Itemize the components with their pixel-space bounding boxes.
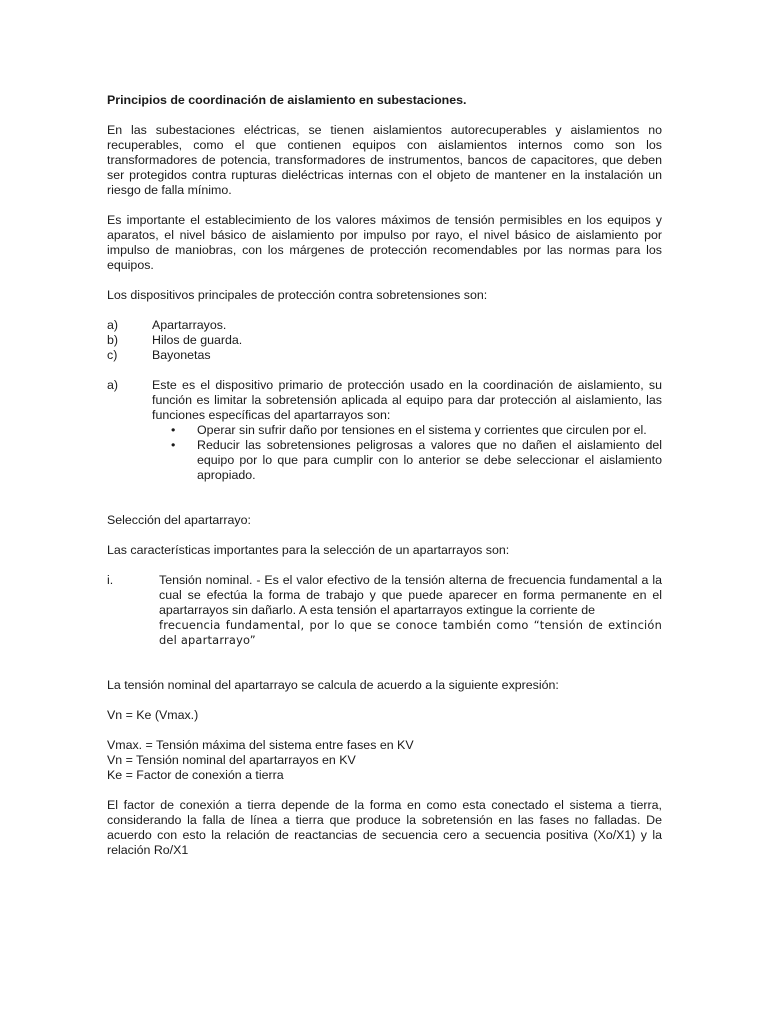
characteristic-item-text: Tensión nominal. - Es el valor efectivo de la tensión alterna de frecuencia fundamental a la cual se efectúa la forma de trabajo y que puede aparecer en forma permanente en el apartarrayos sin dañarlo. A esta tensión el apartarrayos extingue la corriente de	[159, 573, 662, 617]
definitions-list	[107, 738, 662, 783]
bullet-icon: •	[171, 423, 176, 437]
list-item	[107, 348, 662, 363]
list-item-label: c)	[107, 348, 118, 362]
definition-item: Ke = Factor de conexión a tierra	[107, 768, 284, 782]
characteristic-item-text-continued: frecuencia fundamental, por lo que se conoce también como “tensión de extinción del apartarrayo”	[159, 618, 662, 647]
detail-item	[107, 378, 662, 483]
paragraph-intro: En las subestaciones eléctricas, se tienen aislamientos autorecuperables y aislamientos no recuperables, como el que contienen equipos con aislamientos internos como son los transformadores de potencia, transformadores de instrumentos, bancos de capacitores, que deben ser protegidos contra rupturas dieléctricas internas con el objeto de mantener en la instalación un riesgo de falla mínimo.	[107, 123, 662, 197]
document-title: Principios de coordinación de aislamiento en subestaciones.	[107, 93, 467, 107]
list-item	[107, 318, 662, 333]
bullet-text: Operar sin sufrir daño por tensiones en el sistema y corrientes que circulen por el.	[197, 423, 647, 437]
characteristic-item-label: i.	[107, 573, 114, 587]
paragraph-devices-intro: Los dispositivos principales de protección contra sobretensiones son:	[107, 288, 488, 302]
characteristic-item	[107, 573, 662, 648]
list-item-label: a)	[107, 318, 119, 332]
section-heading-selection: Selección del apartarrayo:	[107, 513, 251, 527]
list-item	[107, 333, 662, 348]
bullet-item	[152, 423, 662, 438]
bullet-text: Reducir las sobretensiones peligrosas a valores que no dañen el aislamiento del equipo por lo que para cumplir con lo anterior se debe seleccionar el aislamiento apropiado.	[197, 438, 662, 482]
paragraph-ground-factor: El factor de conexión a tierra depende de la forma en como esta conectado el sistema a tierra, considerando la falla de línea a tierra que produce la sobretensión en las fases no falladas. De acuerdo con esto la relación de reactancias de secuencia cero a secuencia positiva (Xo/X1) y la relación Ro/X1	[107, 798, 662, 857]
list-item-label: b)	[107, 333, 119, 347]
devices-list	[107, 318, 662, 363]
definition-item: Vn = Tensión nominal del apartarrayos en KV	[107, 753, 356, 767]
functions-bullet-list	[152, 423, 662, 483]
bullet-icon: •	[171, 438, 176, 452]
list-item-text: Apartarrayos.	[152, 318, 227, 332]
list-item-text: Bayonetas	[152, 348, 211, 362]
paragraph-characteristics-intro: Las características importantes para la selección de un apartarrayos son:	[107, 543, 510, 557]
paragraph-nominal-calc: La tensión nominal del apartarrayo se calcula de acuerdo a la siguiente expresión:	[107, 678, 559, 692]
bullet-item	[152, 438, 662, 483]
equation: Vn = Ke (Vmax.)	[107, 708, 199, 722]
document-body	[107, 93, 662, 858]
list-item-text: Hilos de guarda.	[152, 333, 243, 347]
detail-item-text: Este es el dispositivo primario de protección usado en la coordinación de aislamiento, su función es limitar la sobretensión aplicada al equipo para dar protección al aislamiento, las funciones específicas del apartarrayos son:	[152, 378, 662, 422]
paragraph-max-values: Es importante el establecimiento de los valores máximos de tensión permisibles en los equipos y aparatos, el nivel básico de aislamiento por impulso por rayo, el nivel básico de aislamiento por impulso de maniobras, con los márgenes de protección recomendables por las normas para los equipos.	[107, 213, 662, 272]
definition-item: Vmax. = Tensión máxima del sistema entre fases en KV	[107, 738, 414, 752]
detail-item-label: a)	[107, 378, 119, 392]
